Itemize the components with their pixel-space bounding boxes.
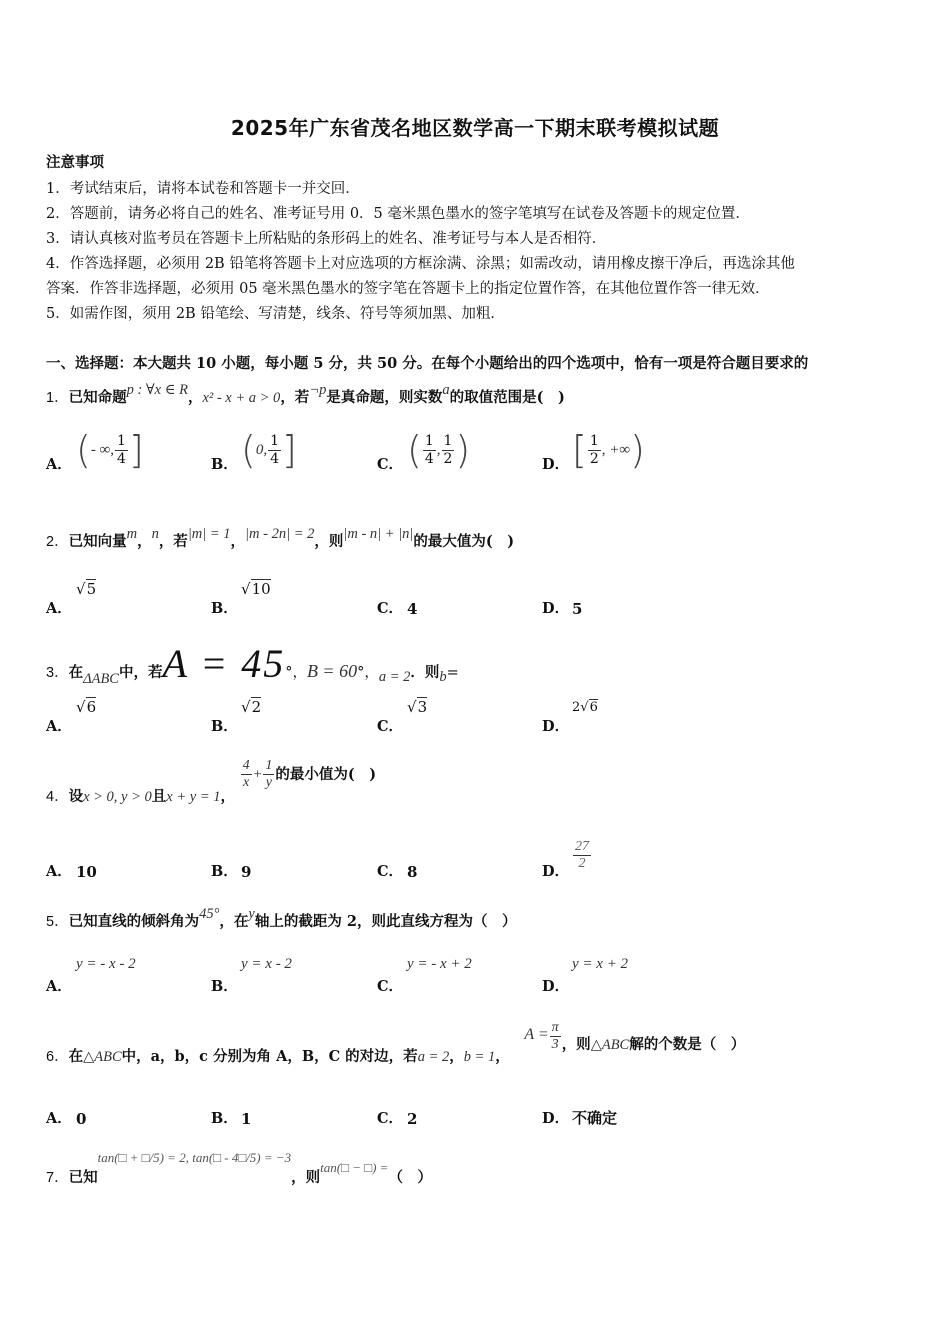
question-5-options	[46, 950, 906, 1010]
question-text: 已知	[68, 1169, 98, 1186]
notice-heading: 注意事项	[46, 154, 104, 171]
option-label: D．	[542, 978, 570, 995]
option-value: √2	[241, 698, 262, 716]
question-text: ，若	[158, 533, 188, 550]
math-expr: x > 0, y > 0	[83, 788, 152, 805]
option-label: B．	[211, 978, 238, 995]
question-text: ．则	[410, 664, 440, 681]
question-text: 中，a，b，c 分别为角 A，B，C 的对边，若	[121, 1047, 418, 1065]
question-text: 且	[151, 787, 167, 805]
question-text: 已知命题	[68, 389, 127, 406]
option-label: B．	[211, 600, 238, 617]
question-number: 6．	[46, 1048, 69, 1065]
math-expr: △ABC	[590, 1036, 630, 1053]
math-expr: n	[151, 526, 159, 542]
option-label: C．	[377, 863, 404, 880]
math-expr: tan(□ − □) =	[320, 1160, 389, 1175]
option-value: 不确定	[572, 1109, 618, 1127]
option-value: y = - x + 2	[407, 956, 472, 972]
notice-item: 4．作答选择题，必须用 2B 铅笔将答题卡上对应选项的方框涂满、涂黑；如需改动，请用橡皮擦干净后，再选涂其他	[46, 256, 795, 272]
question-text: 是真命题，则实数	[326, 389, 443, 406]
question-number: 1．	[46, 390, 69, 406]
question-2-options	[46, 572, 906, 632]
question-text: 的取值范围是( )	[449, 389, 565, 406]
question-text: （ ）	[388, 1169, 432, 1186]
question-text: 的最大值为( )	[413, 533, 515, 550]
question-text: ，则	[291, 1169, 321, 1186]
question-number: 7．	[46, 1170, 69, 1186]
option-value: y = x + 2	[572, 956, 629, 972]
option-value: y = x - 2	[241, 956, 292, 972]
fraction: $\frac{\pi}{3}$	[551, 1020, 559, 1053]
option-label: D．	[542, 718, 570, 735]
question-text: ，则	[314, 533, 344, 550]
math-expr: |m - 2n| = 2	[245, 526, 315, 542]
math-expr: m	[126, 526, 138, 542]
option-value: y = - x - 2	[76, 956, 136, 972]
option-label: A．	[46, 978, 72, 995]
math-expr: A =	[524, 1025, 549, 1043]
option-value: 10	[76, 863, 97, 881]
option-value: ( $\frac{1}{4}$ , $\frac{1}{2}$ )	[407, 428, 471, 472]
question-1-options	[46, 428, 906, 488]
question-text: 轴上的截距为 2，则此直线方程为（ ）	[254, 913, 517, 930]
question-text: ，	[449, 1047, 464, 1065]
option-value: √6	[76, 698, 97, 716]
option-value: $\frac{27}{2}$	[575, 839, 589, 872]
section-heading: 一、选择题：本大题共 10 小题，每小题 5 分，共 50 分。在每个小题给出的四个选项中，恰有一项是符合题目要求的	[46, 355, 809, 372]
math-expr: b = 1	[463, 1048, 496, 1065]
question-4	[46, 758, 377, 805]
question-text: ，	[220, 787, 235, 805]
notice-item: 答案．作答非选择题，必须用 05 毫米黑色墨水的签字笔在答题卡上的指定位置作答，在其他位置作答一律无效．	[46, 281, 770, 297]
option-label: A．	[46, 1110, 72, 1127]
question-text: ，在	[219, 913, 249, 930]
option-value: 4	[407, 600, 418, 618]
question-text: 中，若	[118, 664, 163, 681]
question-text: ，	[495, 1047, 510, 1065]
math-expr: 45°	[199, 906, 220, 922]
page-title: 2025年广东省茂名地区数学高一下期末联考模拟试题	[230, 116, 720, 140]
question-number: 4．	[46, 788, 69, 805]
question-3-options	[46, 690, 906, 750]
option-value: 2	[407, 1110, 418, 1128]
math-expr: |m| = 1	[187, 526, 231, 542]
option-label: B．	[211, 456, 238, 473]
math-expr: b	[439, 669, 447, 685]
question-text: ，若	[280, 389, 310, 406]
question-text: 在	[68, 1047, 84, 1065]
math-expr: p : ∀x ∈ R	[126, 382, 188, 398]
plus-sign: +	[252, 766, 263, 783]
option-value: 8	[407, 863, 418, 881]
option-value: √3	[407, 698, 428, 716]
option-value: 0	[76, 1110, 87, 1128]
question-text: 设	[68, 787, 84, 805]
math-expr: ¬p	[309, 382, 327, 398]
question-number: 2．	[46, 534, 69, 550]
math-expr: a = 2	[378, 669, 411, 685]
option-label: D．	[542, 456, 570, 473]
option-label: A．	[46, 456, 72, 473]
option-label: B．	[211, 1110, 238, 1127]
question-text: 已知向量	[68, 533, 127, 550]
question-6	[46, 1020, 746, 1065]
option-value: 2√6	[572, 700, 598, 715]
option-label: C．	[377, 456, 404, 473]
option-value: 5	[572, 600, 583, 618]
question-number: 3．	[46, 665, 69, 681]
question-6-options	[46, 1082, 906, 1142]
question-5	[46, 906, 517, 931]
option-value: (- ∞, $\frac{1}{4}$ ]	[76, 428, 144, 472]
option-value: (0, $\frac{1}{4}$ ]	[241, 428, 297, 472]
math-expr: a	[442, 382, 450, 398]
fraction: $\frac{1}{y}$	[265, 758, 273, 791]
question-3	[46, 640, 459, 687]
question-text: °，	[285, 665, 307, 681]
question-text: °，	[357, 665, 379, 681]
option-label: A．	[46, 718, 72, 735]
math-expr: |m - n| + |n|	[343, 526, 414, 542]
math-expr: a = 2	[417, 1048, 450, 1065]
option-value: 1	[241, 1110, 252, 1128]
math-expr: ΔABC	[83, 671, 119, 687]
notice-item: 2．答题前，请务必将自己的姓名、准考证号用 0．5 毫米黑色墨水的签字笔填写在试卷及答题卡的规定位置．	[46, 206, 750, 222]
option-label: D．	[542, 1110, 570, 1127]
notice-item: 1．考试结束后，请将本试卷和答题卡一并交回．	[46, 181, 360, 197]
option-label: C．	[377, 718, 404, 735]
question-text: 在	[68, 664, 84, 681]
question-text: ，	[187, 389, 203, 406]
math-expr: A = 45	[162, 641, 286, 686]
option-label: A．	[46, 600, 72, 617]
question-text: 已知直线的倾斜角为	[68, 913, 200, 930]
math-expr: y	[248, 906, 255, 922]
option-value: √5	[76, 580, 97, 598]
option-value: [ $\frac{1}{2}$ , +∞)	[572, 428, 645, 472]
option-label: B．	[211, 718, 238, 735]
option-value: √10	[241, 580, 271, 598]
math-expr: x² - x + a > 0	[202, 390, 281, 406]
option-value: 9	[241, 863, 252, 881]
question-text: ，	[137, 533, 152, 550]
question-text: 的最小值为( )	[275, 765, 377, 783]
option-label: C．	[377, 600, 404, 617]
option-label: C．	[377, 978, 404, 995]
question-7	[46, 1146, 432, 1186]
option-label: D．	[542, 863, 570, 880]
option-label: B．	[211, 863, 238, 880]
question-text: =	[446, 665, 459, 681]
fraction: $\frac{4}{x}$	[242, 758, 250, 791]
math-expr: B = 60	[306, 661, 358, 681]
option-label: D．	[542, 600, 570, 617]
question-text: ，	[230, 533, 246, 550]
option-label: C．	[377, 1110, 404, 1127]
notice-item: 3．请认真核对监考员在答题卡上所粘贴的条形码上的姓名、准考证号与本人是否相符．	[46, 231, 607, 247]
math-expr: x + y = 1	[166, 788, 221, 805]
question-2	[46, 526, 515, 551]
question-number: 5．	[46, 914, 69, 930]
math-expr: tan(□ + □/5) = 2, tan(□ - 4□/5) = −3	[97, 1150, 292, 1165]
math-expr: △ABC	[83, 1048, 122, 1065]
question-4-options	[46, 835, 906, 895]
question-1	[46, 382, 565, 407]
option-label: A．	[46, 863, 72, 880]
notice-item: 5．如需作图，须用 2B 铅笔绘、写清楚，线条、符号等须加黑、加粗．	[46, 306, 505, 322]
question-text: ，则	[561, 1035, 591, 1053]
question-text: 解的个数是（ ）	[629, 1035, 746, 1053]
